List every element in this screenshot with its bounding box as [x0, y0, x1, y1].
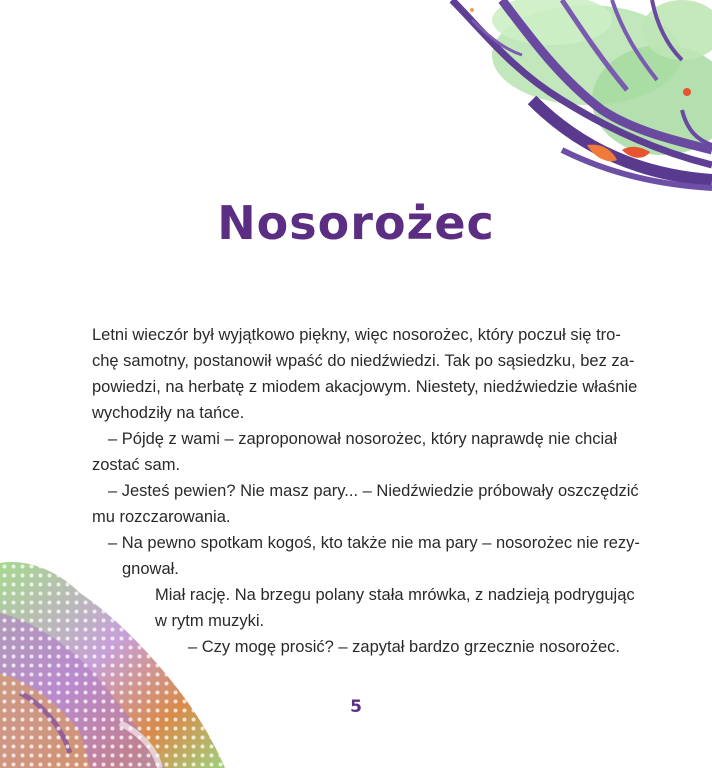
- page-title: Nosorożec: [217, 195, 495, 250]
- tree-illustration: [412, 0, 712, 195]
- text-line: Letni wieczór był wyjątkowo piękny, więc nosorożec, który poczuł się tro-: [92, 326, 621, 344]
- page-number: 5: [350, 697, 362, 717]
- text-line: – Czy mogę prosić? – zapytał bardzo grzecznie nosorożec.: [188, 638, 620, 656]
- text-line: – Pójdę z wami – zaproponował nosorożec, który naprawdę nie chciał: [108, 430, 618, 448]
- text-line: – Jesteś pewien? Nie masz pary... – Niedźwiedzie próbowały oszczędzić: [108, 482, 639, 500]
- text-line: gnował.: [122, 560, 179, 578]
- text-line: w rytm muzyki.: [155, 612, 265, 630]
- text-line: Miał rację. Na brzegu polany stała mrówka, z nadzieją podrygując: [155, 586, 635, 604]
- text-line: powiedzi, na herbatę z miodem akacjowym. Niestety, niedźwiedzie właśnie: [92, 378, 638, 396]
- text-line: chę samotny, postanowił wpaść do niedźwiedzi. Tak po sąsiedzku, bez za-: [92, 352, 635, 370]
- text-line: – Na pewno spotkam kogoś, kto także nie ma pary – nosorożec nie rezy-: [108, 534, 640, 552]
- textured-illustration: [0, 553, 225, 768]
- text-line: mu rozczarowania.: [92, 508, 231, 526]
- text-line: zostać sam.: [92, 456, 181, 474]
- text-line: wychodziły na tańce.: [92, 404, 245, 422]
